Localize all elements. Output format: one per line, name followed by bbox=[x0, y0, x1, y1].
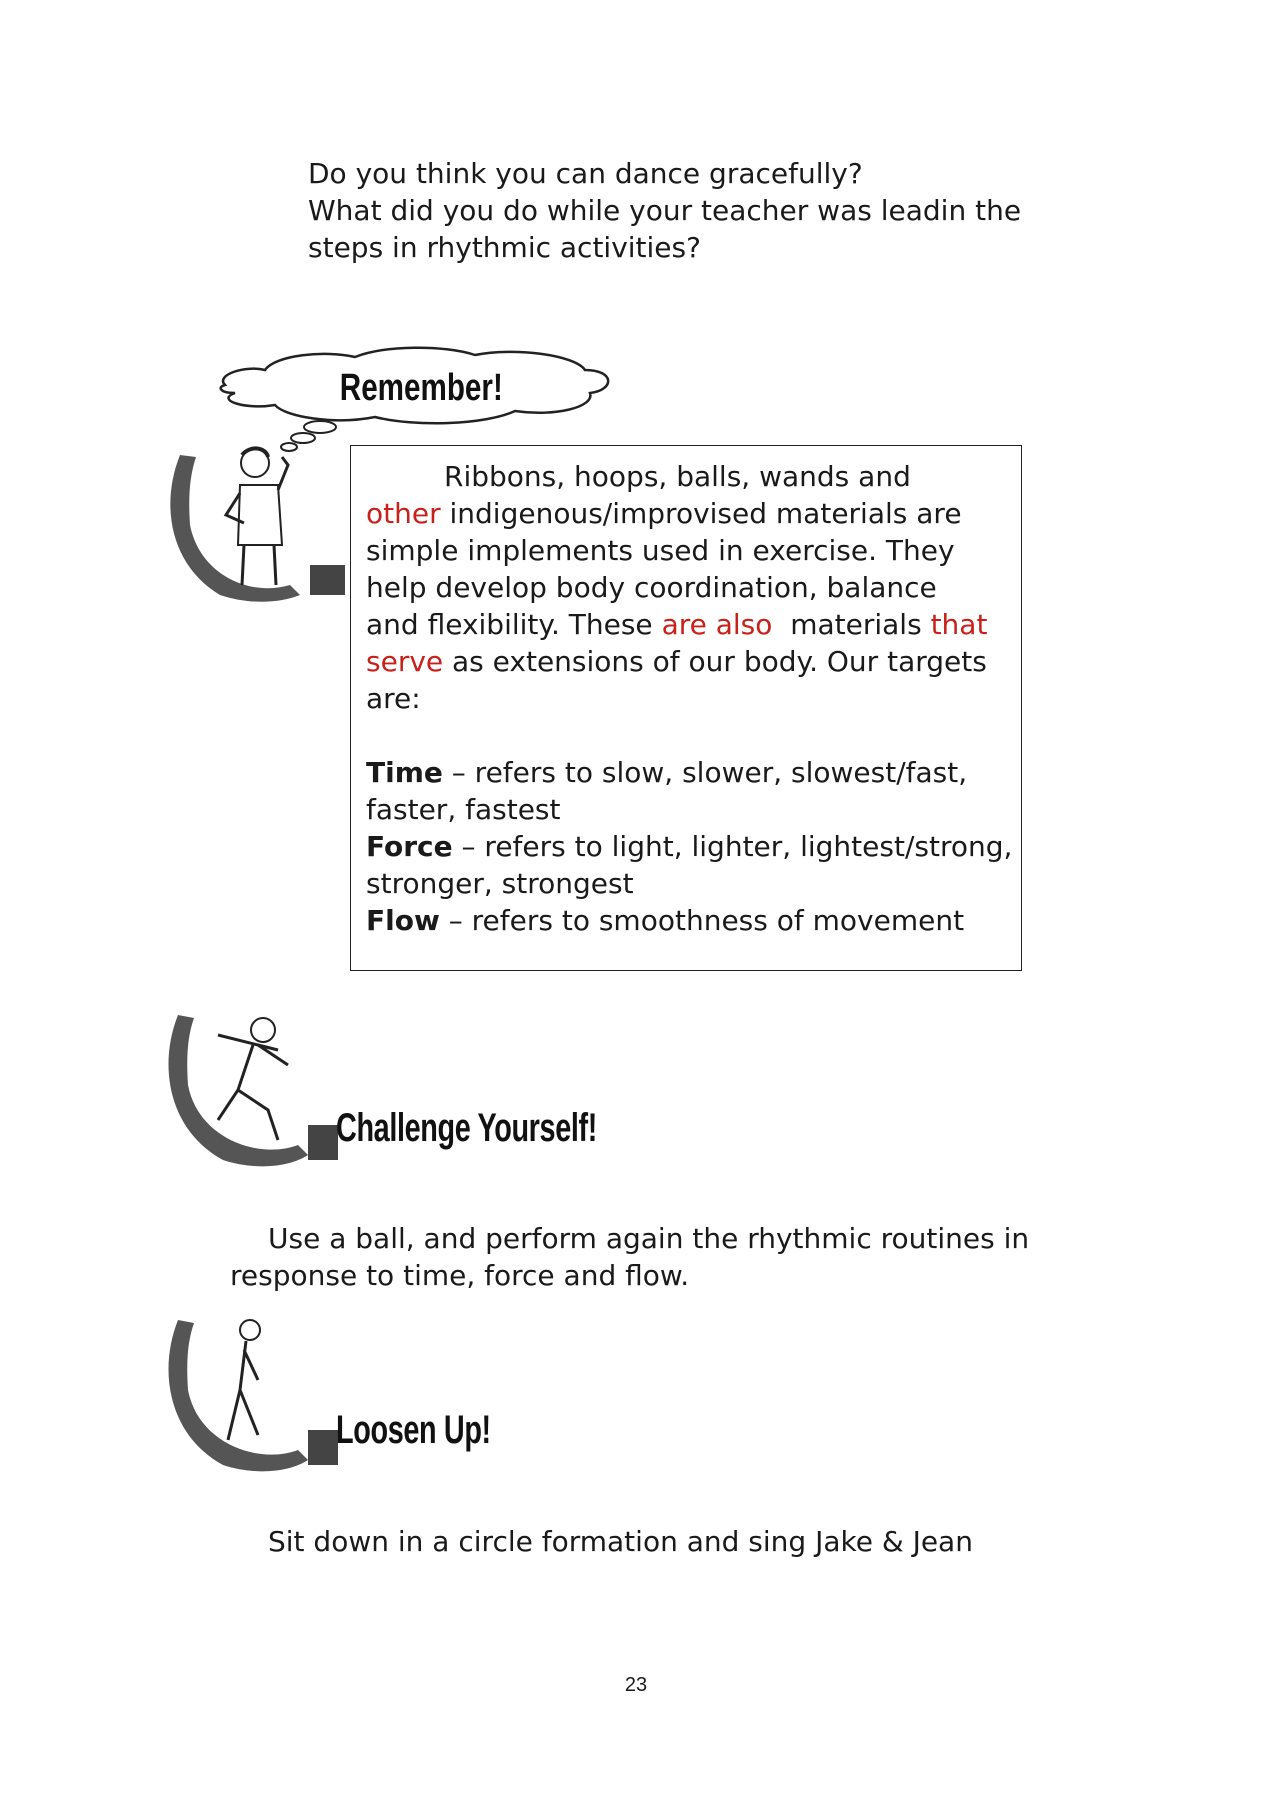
remember-text bbox=[366, 458, 1012, 939]
target-flow-term: Flow bbox=[366, 904, 440, 937]
remember-line-2 bbox=[366, 495, 1012, 532]
remember-line-7: are: bbox=[366, 682, 421, 715]
remember-line-6 bbox=[366, 643, 1012, 680]
highlight-serve: serve bbox=[366, 645, 444, 678]
challenge-line-2: response to time, force and flow. bbox=[230, 1259, 690, 1292]
target-force bbox=[366, 828, 1012, 865]
remember-line-1: Ribbons, hoops, balls, wands and bbox=[444, 460, 911, 493]
spacer bbox=[366, 717, 1012, 754]
intro-question-3: steps in rhythmic activities? bbox=[308, 231, 701, 264]
loosen-title: Loosen Up! bbox=[336, 1408, 491, 1452]
running-figure-icon bbox=[158, 1010, 338, 1170]
challenge-title: Challenge Yourself! bbox=[336, 1106, 597, 1150]
intro-question-2: What did you do while your teacher was leadin the bbox=[308, 194, 1022, 227]
remember-line-5b: materials bbox=[772, 608, 931, 641]
remember-line-3: simple implements used in exercise. They bbox=[366, 534, 955, 567]
remember-title: Remember! bbox=[339, 366, 503, 409]
highlight-other: other bbox=[366, 497, 441, 530]
remember-line-5 bbox=[366, 606, 1012, 643]
intro-questions bbox=[308, 155, 1021, 266]
thinking-boy-icon bbox=[160, 445, 360, 605]
challenge-instructions bbox=[230, 1220, 1029, 1294]
loosen-instructions: Sit down in a circle formation and sing Jake & Jean bbox=[268, 1525, 973, 1558]
target-force-def: – refers to light, lighter, lightest/strong, bbox=[452, 830, 1013, 863]
page-number: 23 bbox=[624, 1674, 648, 1696]
remember-line-5a: and flexibility. These bbox=[366, 608, 662, 641]
target-force-term: Force bbox=[366, 830, 453, 863]
challenge-line-1: Use a ball, and perform again the rhythmic routines in bbox=[268, 1222, 1030, 1255]
highlight-are-also: are also bbox=[661, 608, 773, 641]
target-time bbox=[366, 754, 1012, 791]
remember-line-4: help develop body coordination, balance bbox=[366, 571, 937, 604]
target-time-cont: faster, fastest bbox=[366, 793, 561, 826]
remember-thought-cloud bbox=[215, 345, 615, 455]
target-flow bbox=[366, 902, 1012, 939]
walking-figure-icon bbox=[158, 1315, 338, 1475]
target-time-def: – refers to slow, slower, slowest/fast, bbox=[442, 756, 968, 789]
highlight-that: that bbox=[930, 608, 988, 641]
target-time-term: Time bbox=[366, 756, 443, 789]
remember-line-2-rest: indigenous/improvised materials are bbox=[440, 497, 962, 530]
intro-question-1: Do you think you can dance gracefully? bbox=[308, 157, 863, 190]
target-flow-def: – refers to smoothness of movement bbox=[439, 904, 965, 937]
target-force-cont: stronger, strongest bbox=[366, 867, 634, 900]
remember-line-6-rest: as extensions of our body. Our targets bbox=[443, 645, 987, 678]
